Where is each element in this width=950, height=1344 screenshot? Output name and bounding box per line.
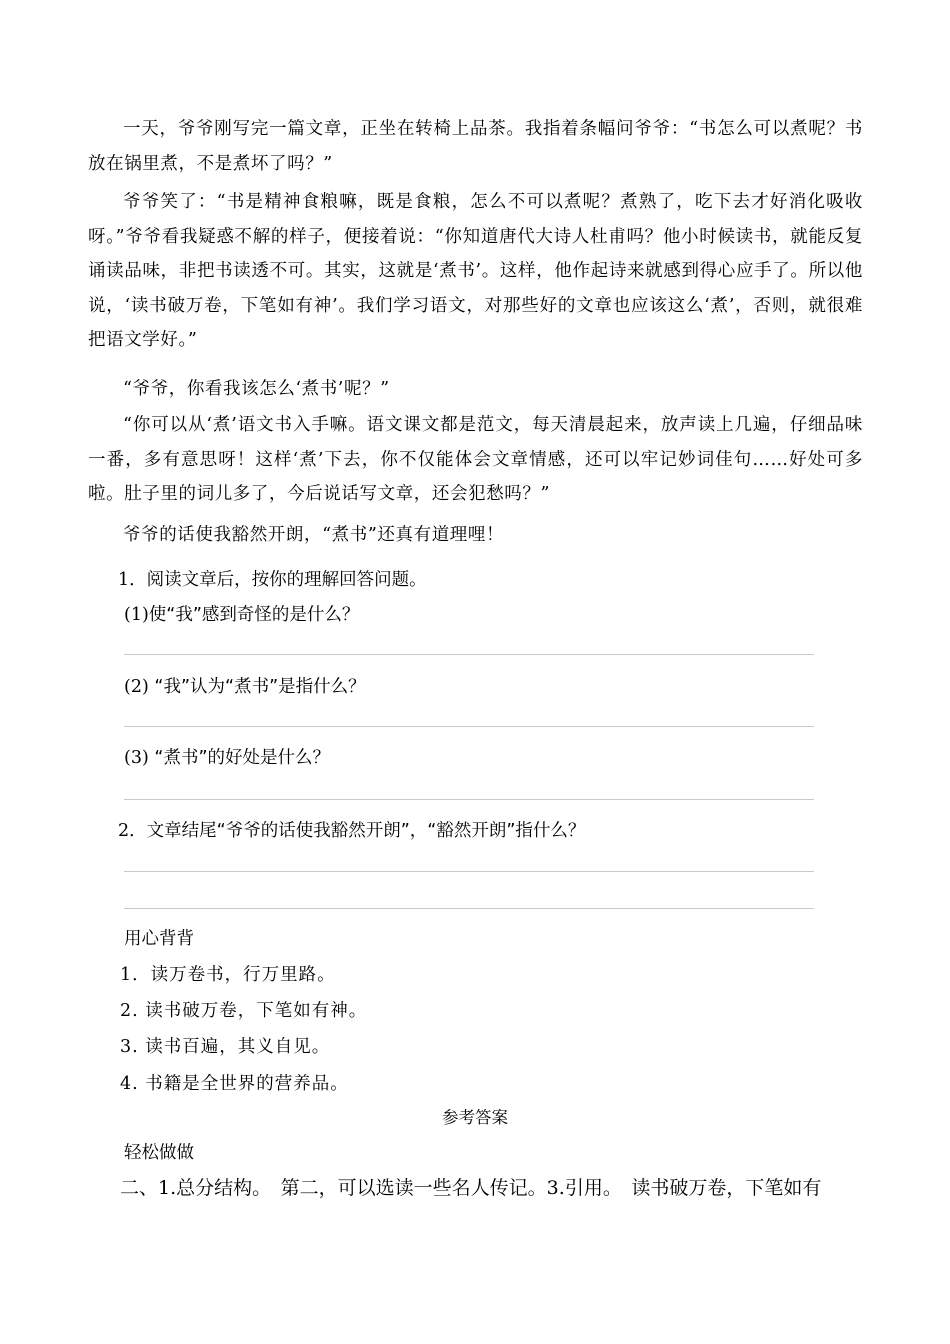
question-1-2 [124, 673, 366, 698]
question-1-1 [124, 601, 359, 626]
question-1-3-number: (3) [124, 748, 149, 768]
question-1-number: 1． [118, 570, 147, 590]
story-paragraph-1: 一天，爷爷刚写完一篇文章，正坐在转椅上品茶。我指着条幅问爷爷：“书怎么可以煮呢？书放在锅里煮，不是煮坏了吗？” [88, 119, 863, 174]
answer-line-1-1[interactable] [124, 654, 814, 655]
question-1-1-text: 使“我”感到奇怪的是什么？ [148, 605, 360, 625]
answer-line-1-2[interactable] [124, 726, 814, 727]
answers-section: 轻松做做 [124, 1143, 194, 1163]
story-paragraph-3: “爷爷，你看我该怎么‘煮书’呢？” [123, 379, 390, 399]
recite-item-1: 1．读万卷书，行万里路。 [120, 965, 336, 985]
question-2-text: 文章结尾“爷爷的话使我豁然开朗”，“豁然开朗”指什么？ [146, 821, 586, 841]
recite-item-3: 3. 读书百遍，其义自见。 [120, 1037, 331, 1057]
question-2 [118, 817, 585, 842]
recite-item-4: 4. 书籍是全世界的营养品。 [120, 1074, 349, 1094]
answer-num-2: 3. [546, 1177, 565, 1199]
story-paragraph-5: 爷爷的话使我豁然开朗，“煮书”还真有道理哩！ [123, 525, 505, 545]
question-1 [118, 566, 427, 591]
story-paragraph-4: “你可以从‘煮’语文书入手嘛。语文课文都是范文，每天清晨起来，放声读上几遍，仔细品味一番，多有意思呀！这样‘煮’下去，你不仅能体会文章情感，还可以牢记妙词佳句……好处可多啦。肚子里的词儿多了，今后说话写文章，还会犯愁吗？” [88, 415, 863, 504]
question-1-3-text: “煮书”的好处是什么？ [154, 748, 331, 768]
answer-line-1-3[interactable] [124, 799, 814, 800]
answers-title: 参考答案 [442, 1108, 508, 1127]
answer-prefix: 二、 [120, 1177, 159, 1199]
recite-item-2: 2. 读书破万卷，下笔如有神。 [120, 1001, 368, 1021]
answer-part-1: 总分结构。 第二，可以选读一些名人传记。 [176, 1177, 547, 1199]
answer-part-2: 引用。 读书破万卷，下笔如有 [564, 1177, 822, 1199]
answer-num-1: 1. [158, 1177, 177, 1199]
question-1-1-number: (1) [124, 605, 149, 625]
story-paragraph-2: 爷爷笑了：“书是精神食粮嘛，既是食粮，怎么不可以煮呢？煮熟了，吃下去才好消化吸收呀。”爷爷看我疑惑不解的样子，便接着说：“你知道唐代大诗人杜甫吗？他小时候读书，就能反复诵读品味，非把书读透不可。其实，这就是‘煮书’。这样，他作起诗来就感到得心应手了。所以他说，‘读书破万卷，下笔如有神’。我们学习语文，对那些好的文章也应该这么‘煮’，否则，就很难把语文学好。” [88, 192, 863, 350]
answer-key-line [120, 1173, 821, 1200]
answer-line-2b[interactable] [124, 908, 814, 909]
question-2-number: 2． [118, 821, 147, 841]
answer-line-2a[interactable] [124, 871, 814, 872]
recite-title: 用心背背 [124, 929, 194, 949]
question-1-text: 阅读文章后，按你的理解回答问题。 [146, 570, 427, 590]
question-1-3 [124, 744, 330, 769]
question-1-2-number: (2) [124, 677, 149, 697]
question-1-2-text: “我”认为“煮书”是指什么？ [154, 677, 366, 697]
